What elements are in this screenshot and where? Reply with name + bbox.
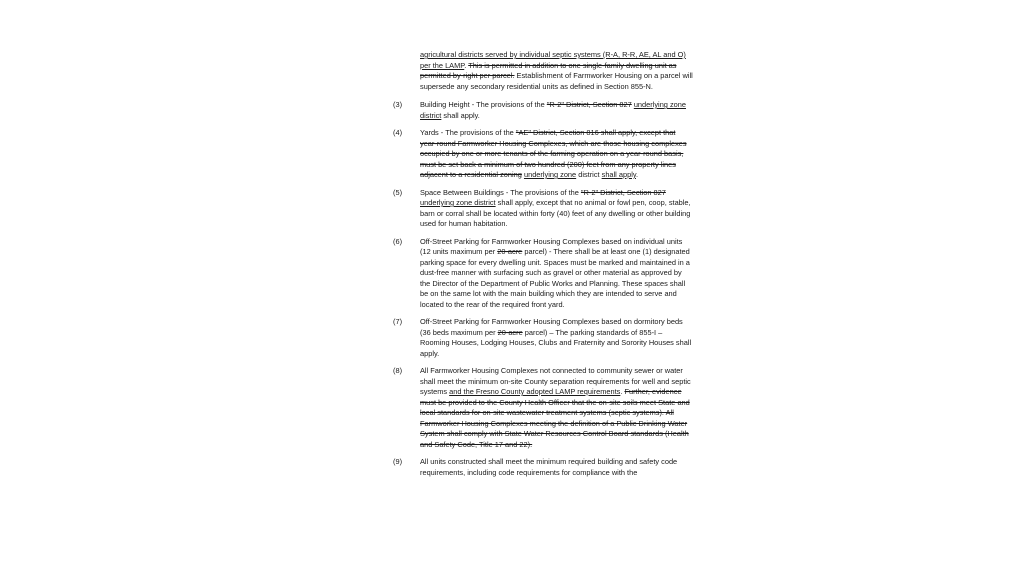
paragraph-text — [420, 50, 693, 92]
text-run: . — [636, 170, 639, 179]
deleted-text: 20-acre — [497, 247, 523, 256]
text-run: All Farmworker Housing Complexes not connected to community sewer or water shall meet the minimum on-site County separation requirements for well and septic systems — [420, 366, 691, 396]
paragraph-number: (4) — [393, 128, 403, 137]
text-run: . — [620, 387, 625, 396]
document-paragraph — [393, 128, 693, 181]
text-run: shall apply, except that no animal or fowl pen, coop, stable, barn or corral shall be located within forty (40) feet of any dwelling or other building used for human habitation. — [420, 198, 691, 228]
text-run: Yards - The provisions of the — [420, 128, 516, 137]
text-run: parcel) - There shall be at least one (1) designated parking space for every dwelling unit. Spaces must be marked and maintained in a dust-free manner with surfacing such as gravel or other material as approved by the Director of the Department of Public Works and Planning. These spaces shall be on the same lot with the main building which they are intended to serve and located to the rear of the required front yard. — [420, 247, 690, 309]
inserted-text: and the Fresno County adopted LAMP requirements — [449, 387, 621, 396]
paragraph-text — [420, 366, 693, 450]
text-run: Off-Street Parking for Farmworker Housing Complexes based on dormitory beds (36 beds maximum per — [420, 317, 683, 337]
paragraph-number: (3) — [393, 100, 403, 109]
text-run: Space Between Buildings - The provisions of the — [420, 187, 581, 197]
paragraph-text — [420, 317, 693, 359]
deleted-text: Further, evidence must be provided to the County Health Officer that the on-site soils meet State and local standards for on-site wastewater treatment systems (septic systems). All Farmworker Housing Complexes meeting the definition of a Public Drinking Water System shall comply with State Water Resources Control Board standards (Health and Safety Code, Title 17 and 22). — [420, 387, 690, 449]
paragraph-text — [420, 237, 693, 311]
deleted-text: "R-2" District, Section 827 — [546, 100, 632, 109]
deleted-text: "R-2" District, Section 827 — [580, 187, 666, 197]
paragraph-number: (9) — [393, 457, 403, 466]
paragraph-number: (7) — [393, 317, 403, 326]
document-paragraph — [393, 457, 693, 478]
paragraph-text — [420, 128, 693, 181]
inserted-text: underlying zone district — [420, 198, 496, 207]
document-paragraph — [393, 188, 693, 230]
paragraph-number: (8) — [393, 366, 403, 375]
inserted-text: shall apply — [601, 170, 636, 179]
text-run: Establishment of Farmworker Housing on a parcel will supersede any secondary residential units as defined in Section 855-N. — [420, 71, 693, 91]
paragraph-number: (6) — [393, 236, 403, 246]
deleted-text: This is permitted in addition to one single-family dwelling unit as permitted by-right per parcel. — [420, 60, 677, 80]
document-paragraph — [393, 50, 693, 92]
document-paragraph — [393, 317, 693, 359]
deleted-text: 20-acre — [497, 327, 523, 337]
document-paragraph — [393, 100, 693, 121]
deleted-text: "AE" District, Section 816 shall apply, except that year-round Farmworker Housing Complexes, which are those housing complexes occupied by one or more tenants of the farming operation on a year-round basis, must be set back a minimum of two hundred (200) feet from any property lines adjacent to a residential zoning — [420, 128, 687, 179]
document-paragraph — [393, 237, 693, 311]
text-run: parcel) – The parking standards of 855-I – Rooming Houses, Lodging Houses, Clubs and Fraternity and Sorority Houses shall apply. — [420, 327, 692, 358]
paragraph-number: (5) — [393, 187, 403, 197]
inserted-text: underlying zone — [523, 170, 577, 179]
text-run: All units constructed shall meet the minimum required building and safety code requirements, including code requirements for compliance with the — [420, 457, 678, 477]
inserted-text: underlying zone district — [420, 100, 686, 120]
document-body — [393, 50, 693, 485]
inserted-text: agricultural districts served by individual septic systems (R-A, R-R, AE, AL and O) per the LAMP — [420, 50, 686, 70]
text-run: shall apply. — [441, 110, 480, 120]
document-paragraph — [393, 366, 693, 450]
text-run: . — [464, 60, 469, 70]
paragraph-text — [420, 100, 693, 121]
text-run: Building Height - The provisions of the — [420, 100, 547, 109]
paragraph-text — [420, 457, 693, 478]
text-run: Off-Street Parking for Farmworker Housing Complexes based on individual units (12 units maximum per — [420, 236, 683, 256]
text-run: district — [576, 170, 602, 179]
paragraph-text — [420, 188, 693, 230]
